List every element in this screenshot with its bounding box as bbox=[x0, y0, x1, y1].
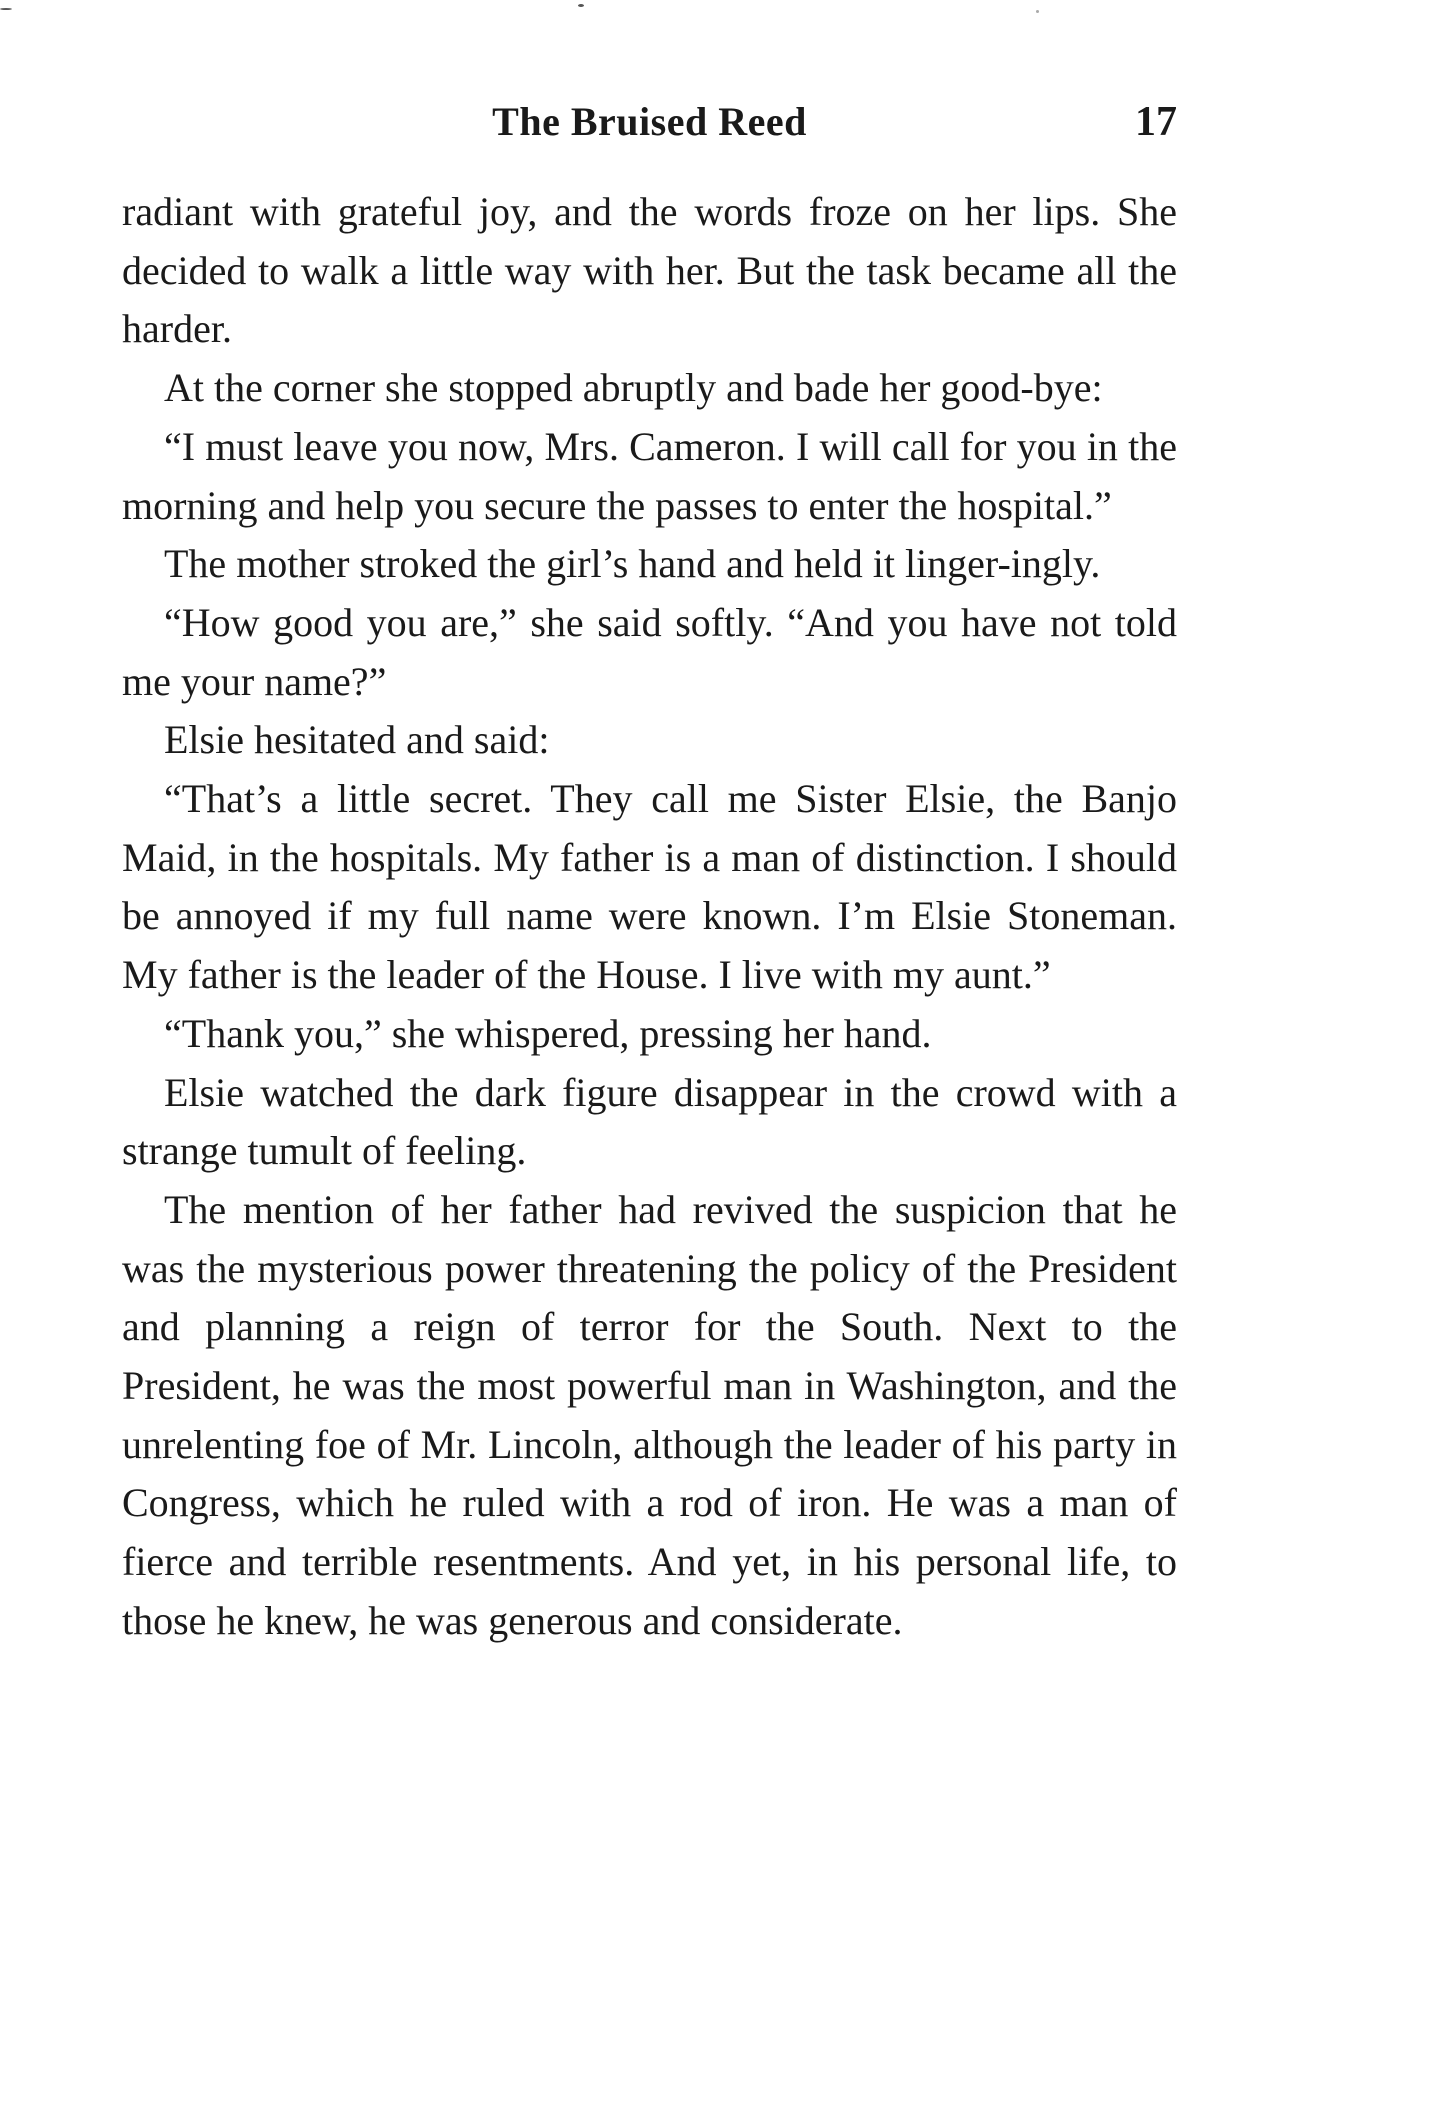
paragraph: The mention of her father had revived the suspicion that he was the mysterious power threatening the policy of the President and planning a reign of terror for the South. Next to the President, he was the most powerful man in Washington, and the unrelenting foe of Mr. Lincoln, although the leader of his party in Congress, which he ruled with a rod of iron. He was a man of fierce and terrible resentments. And yet, in his personal life, to those he knew, he was generous and considerate. bbox=[122, 1186, 1177, 1643]
body-text bbox=[122, 183, 1177, 1651]
paragraph: Elsie hesitated and said: bbox=[164, 717, 550, 763]
paragraph: radiant with grateful joy, and the words froze on her lips. She decided to walk a little way with her. But the task became all the harder. bbox=[122, 189, 1177, 352]
page-header bbox=[122, 98, 1177, 158]
scan-speck bbox=[1036, 10, 1039, 13]
scan-speck bbox=[578, 4, 584, 7]
running-title: The Bruised Reed bbox=[492, 99, 807, 144]
page-number: 17 bbox=[1135, 99, 1177, 145]
paragraph: “Thank you,” she whispered, pressing her hand. bbox=[164, 1010, 932, 1056]
paragraph: The mother stroked the girl’s hand and held it linger-ingly. bbox=[164, 541, 1101, 587]
paragraph: At the corner she stopped abruptly and bade her good-bye: bbox=[164, 365, 1103, 411]
paragraph: Elsie watched the dark figure disappear in the crowd with a strange tumult of feeling. bbox=[122, 1069, 1177, 1174]
paragraph: “How good you are,” she said softly. “And you have not told me your name?” bbox=[122, 599, 1177, 704]
paragraph: “That’s a little secret. They call me Sister Elsie, the Banjo Maid, in the hospitals. My father is a man of distinction. I should be annoyed if my full name were known. I’m Elsie Stoneman. My father is the leader of the House. I live with my aunt.” bbox=[122, 776, 1177, 998]
paragraph: “I must leave you now, Mrs. Cameron. I will call for you in the morning and help you secure the passes to enter the hospital.” bbox=[122, 423, 1177, 528]
scan-speck bbox=[0, 8, 12, 10]
